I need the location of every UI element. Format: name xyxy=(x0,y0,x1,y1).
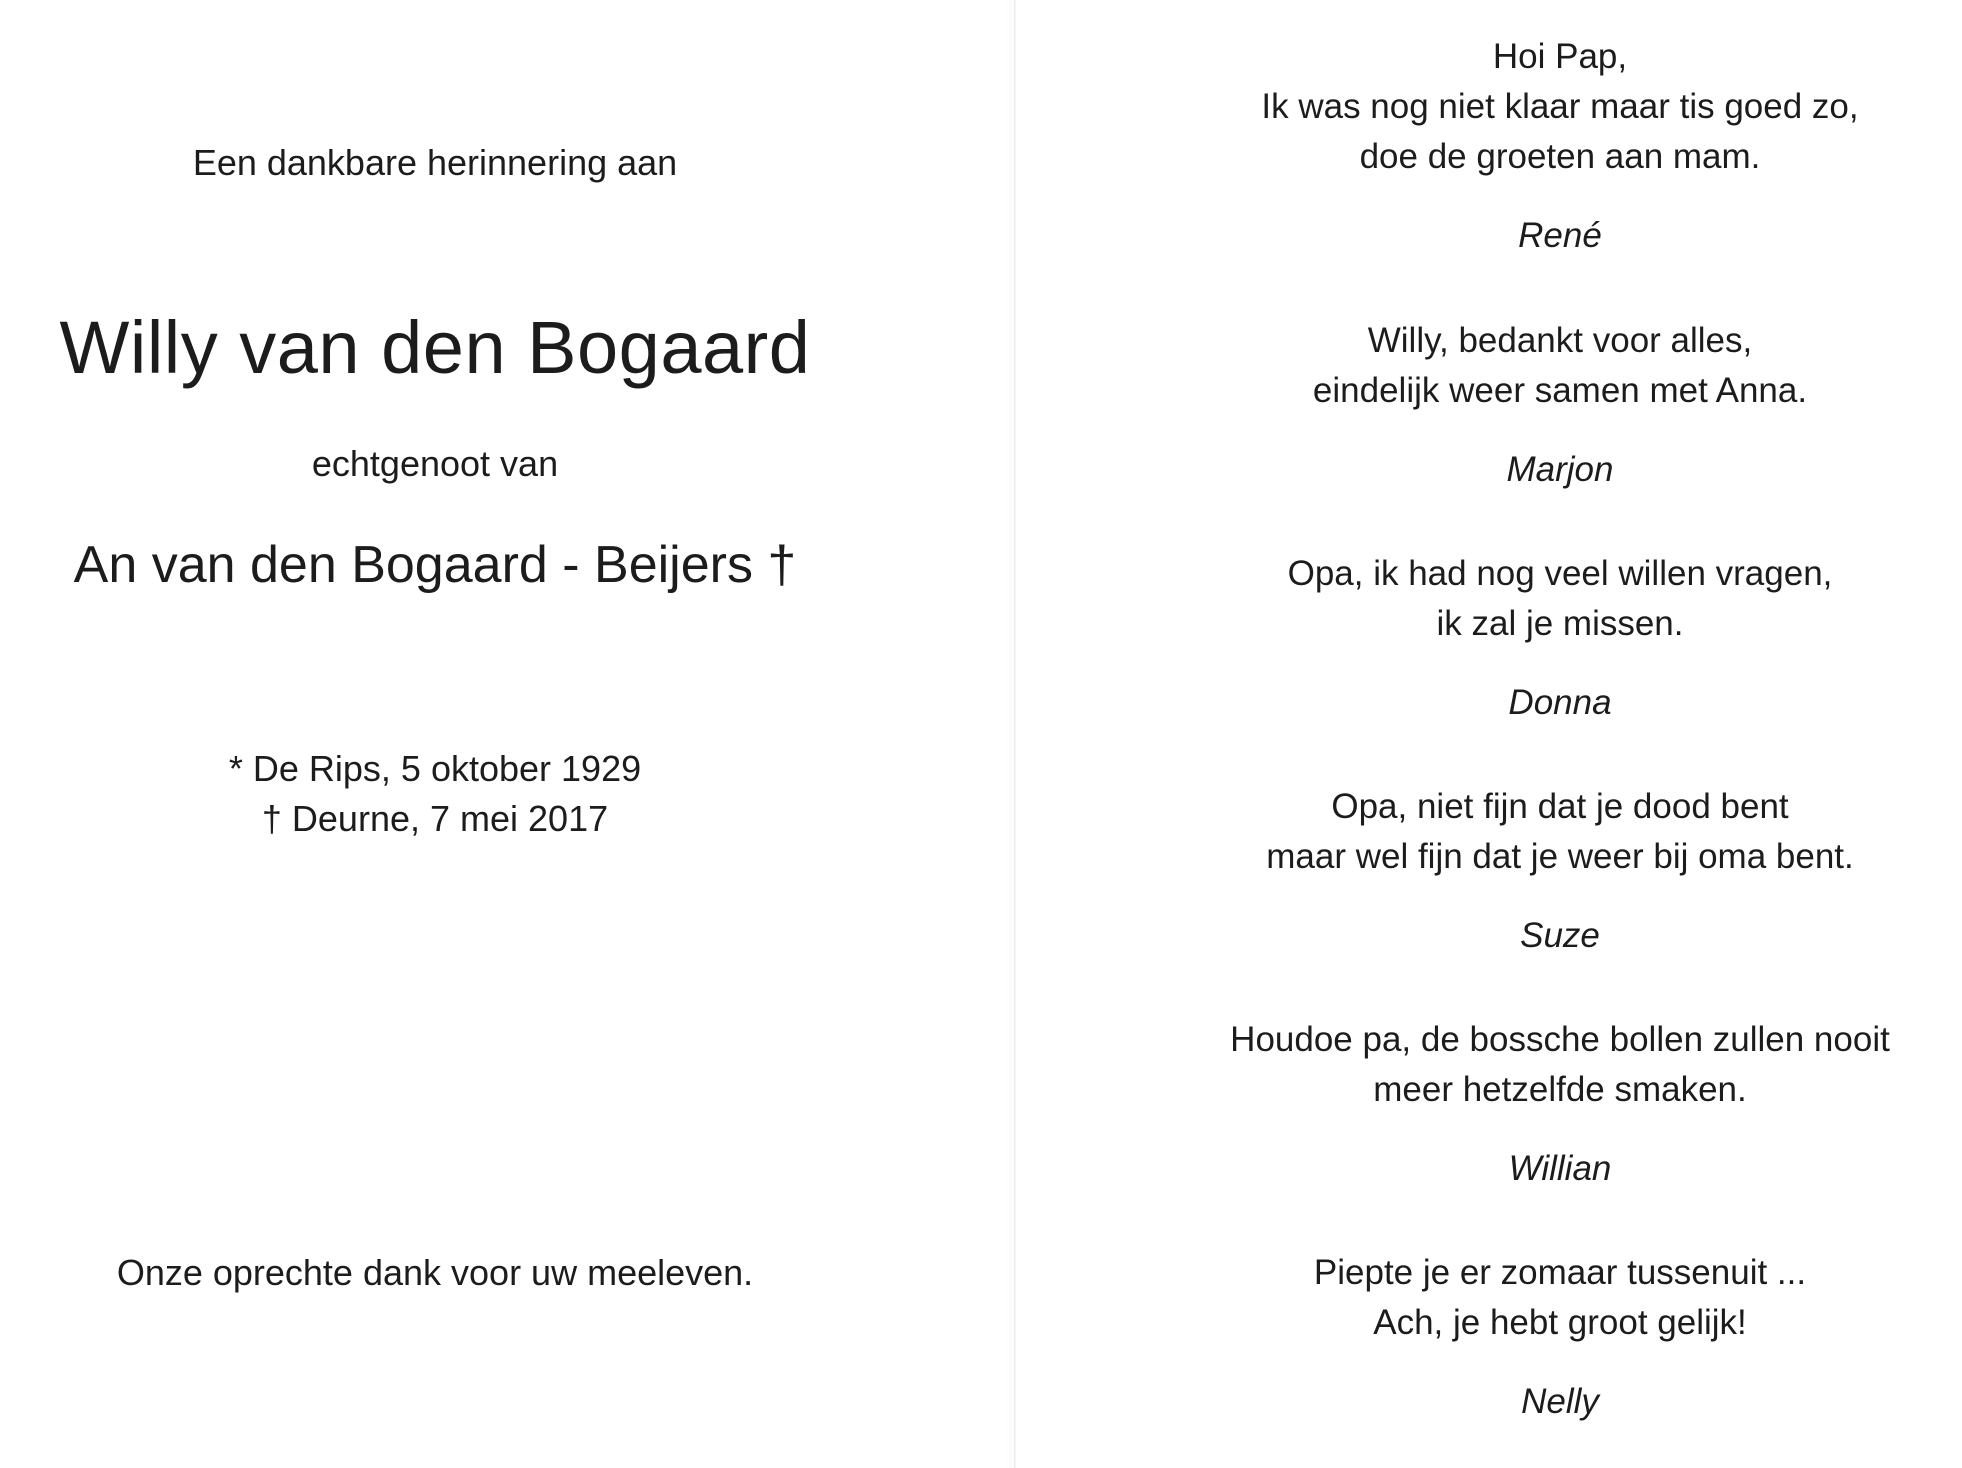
message-line: Ik was nog niet klaar maar tis goed zo, xyxy=(1261,87,1859,126)
signature-3: Donna xyxy=(1508,683,1612,722)
right-panel xyxy=(1180,0,1940,1468)
thanks-text: Onze oprechte dank voor uw meeleven. xyxy=(116,1252,754,1293)
birth-line: * De Rips, 5 oktober 1929 xyxy=(228,748,642,789)
message-6 xyxy=(1180,1248,1940,1348)
message-line: meer hetzelfde smaken. xyxy=(1373,1070,1747,1109)
intro-text: Een dankbare herinnering aan xyxy=(192,142,678,183)
left-panel xyxy=(0,0,870,1468)
message-2 xyxy=(1180,316,1940,416)
spouse-name: An van den Bogaard - Beijers † xyxy=(73,536,797,594)
message-line: Piepte je er zomaar tussenuit ... xyxy=(1313,1253,1807,1292)
signature-6: Nelly xyxy=(1521,1382,1599,1421)
message-line: maar wel fijn dat je weer bij oma bent. xyxy=(1266,837,1854,876)
message-5 xyxy=(1180,1015,1940,1115)
message-line: Hoi Pap, xyxy=(1492,37,1628,76)
message-line: Opa, niet fijn dat je dood bent xyxy=(1331,787,1789,826)
message-3 xyxy=(1180,549,1940,649)
deceased-name: Willy van den Bogaard xyxy=(59,306,811,389)
message-line: Houdoe pa, de bossche bollen zullen nooit xyxy=(1230,1020,1890,1059)
signature-1: René xyxy=(1518,216,1602,255)
signature-2: Marjon xyxy=(1506,450,1614,489)
death-line: † Deurne, 7 mei 2017 xyxy=(261,798,609,839)
message-line: Willy, bedankt voor alles, xyxy=(1367,321,1753,360)
message-1 xyxy=(1180,32,1940,182)
message-line: Ach, je hebt groot gelijk! xyxy=(1373,1303,1747,1342)
message-line: doe de groeten aan mam. xyxy=(1359,137,1761,176)
message-line: eindelijk weer samen met Anna. xyxy=(1312,371,1808,410)
signature-4: Suze xyxy=(1520,916,1600,955)
message-4 xyxy=(1180,782,1940,882)
signature-5: Willian xyxy=(1508,1149,1612,1188)
spouse-label: echtgenoot van xyxy=(311,443,559,484)
message-line: ik zal je missen. xyxy=(1436,604,1684,643)
message-line: Opa, ik had nog veel willen vragen, xyxy=(1287,554,1833,593)
card-fold-line xyxy=(1014,0,1016,1468)
